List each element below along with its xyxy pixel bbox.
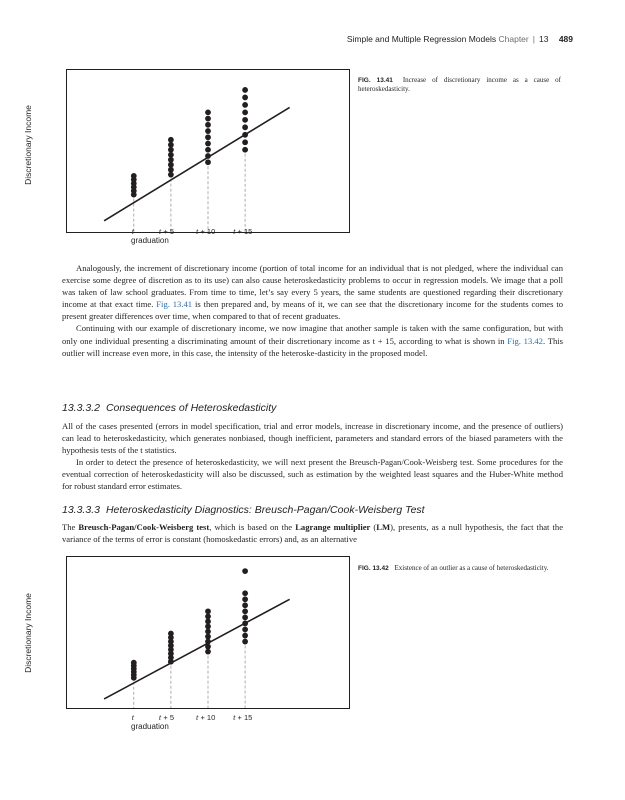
figure-13-42-data-point xyxy=(205,619,211,625)
figure-13-41-label: FIG. 13.41 xyxy=(358,77,393,84)
figure-13-41-data-point xyxy=(242,124,248,130)
figure-13-41-data-point xyxy=(168,142,174,148)
figure-13-42-data-point xyxy=(242,621,248,627)
figure-13-41-caption xyxy=(358,76,561,94)
figure-13-42-data-point xyxy=(242,627,248,633)
body-text-block-1 xyxy=(62,262,563,359)
figure-13-42-data-point xyxy=(205,649,211,655)
figure-13-42-plot-area xyxy=(66,556,350,709)
figure-13-41-data-point xyxy=(205,122,211,128)
figure-13-42-data-point xyxy=(205,639,211,645)
figure-13-42-data-point xyxy=(205,624,211,630)
figure-13-41-data-point xyxy=(205,116,211,122)
figure-13-42-data-point xyxy=(205,608,211,614)
figure-13-41-data-point xyxy=(168,137,174,143)
figure-13-42-x-axis-label: graduation xyxy=(131,722,169,731)
fig-13-42-link[interactable]: Fig. 13.42 xyxy=(507,335,543,346)
figure-13-41-data-point xyxy=(242,87,248,93)
figure-13-41-data-point xyxy=(205,147,211,153)
figure-13-41-x-tick-label: t + 5 xyxy=(158,226,174,236)
figure-13-42-y-axis-label: Discretionary Income xyxy=(23,593,33,673)
paragraph-text: is then prepared and, by means of it, we can see that the discretionary income for the students comes to present greater differences over time, when compared to that of recent graduates. xyxy=(62,299,563,322)
figure-13-42-data-point xyxy=(242,590,248,596)
figure-13-42-caption-text: Existence of an outlier as a cause of heteroskedasticity. xyxy=(394,564,549,572)
section-title: Consequences of Heteroskedasticity xyxy=(105,402,277,414)
figure-13-41-data-point xyxy=(242,117,248,123)
running-head-separator: | xyxy=(532,34,535,44)
paragraph-text: . This outlier will increase even more, in this case, the intensity of the heteroske-dasticity in the proposed model. xyxy=(62,335,563,358)
figure-13-42-data-point xyxy=(242,633,248,639)
figure-13-42-data-point xyxy=(205,629,211,635)
term-lagrange-multiplier: Lagrange multiplier xyxy=(295,522,371,532)
running-head xyxy=(347,34,573,44)
figure-13-41-data-point xyxy=(205,128,211,134)
figure-13-42-data-point xyxy=(242,615,248,621)
body-text-block-3 xyxy=(62,521,563,545)
figure-13-41-data-point xyxy=(168,147,174,153)
figure-13-42-data-point xyxy=(205,634,211,640)
figure-13-41-data-point xyxy=(205,159,211,165)
figure-13-41-plot-area xyxy=(66,69,350,233)
section-number: 13.3.3.2 xyxy=(62,402,100,414)
figure-13-42-data-point xyxy=(242,596,248,602)
paragraph-text: , which is based on the xyxy=(209,522,296,532)
figure-13-42-x-tick-label: t + 5 xyxy=(158,712,174,722)
paragraph-outlier-example xyxy=(62,322,563,358)
figure-13-42-data-point xyxy=(242,639,248,645)
figure-13-41-data-point xyxy=(168,172,174,178)
paragraph-text: ( xyxy=(370,522,377,532)
figure-13-42-data-point xyxy=(205,613,211,619)
paragraph-text: Continuing with our example of discretionary income, we now imagine that another sample is taken with the same configuration, but with only one individual presenting a discriminating amount of their discretionary income as t + 15, according to what is shown in xyxy=(62,323,563,346)
section-title: Heteroskedasticity Diagnostics: Breusch-Pagan/Cook-Weisberg Test xyxy=(105,504,425,516)
paragraph-text: The xyxy=(62,522,79,532)
figure-13-41-chart xyxy=(67,70,349,232)
figure-13-41-data-point xyxy=(168,167,174,173)
paragraph-text: ), presents, as a null hypothesis, the fact that the variance of the terms of error is constant (homoskedastic errors) and, as an alternative xyxy=(62,522,564,545)
figure-13-41-x-axis-label: graduation xyxy=(131,236,169,245)
figure-13-41-data-point xyxy=(205,109,211,115)
section-heading-consequences xyxy=(62,402,276,414)
figure-13-42-x-tick-label: t + 15 xyxy=(233,712,253,722)
paragraph-consequences: All of the cases presented (errors in model specification, trial and error models, increase in discretionary income, and the presence of outliers) can lead to heteroskedasticity, which generates nonbiased, though inefficient, parameters and standard errors of the biased parameters with the hypothesis tests of the t statistics. xyxy=(62,421,563,456)
fig-13-41-link[interactable]: Fig. 13.41 xyxy=(156,299,193,310)
figure-13-41-data-point xyxy=(168,152,174,158)
figure-13-41-data-point xyxy=(242,139,248,145)
paragraph-breusch-pagan xyxy=(62,521,563,545)
figure-13-42-data-point xyxy=(242,568,248,574)
figure-13-42-chart xyxy=(67,557,349,708)
figure-13-42-x-tick-label: t + 10 xyxy=(196,712,216,722)
running-head-title: Simple and Multiple Regression Models xyxy=(346,34,497,44)
figure-13-41-data-point xyxy=(168,157,174,163)
term-lm: LM xyxy=(376,522,391,532)
body-text-block-2 xyxy=(62,420,563,493)
page-number: 489 xyxy=(558,34,573,44)
section-heading-diagnostics xyxy=(62,504,425,516)
paragraph-text: Analogously, the increment of discretionary income (portion of total income for an individual that is not pledged, where the individual can exercise some degree of discretion as to its use) can also cause heteroskedasticity problems to occur in regression models. We image that a poll was taken of law school graduates. From time to time, let’s say every 5 years, the same students are questioned regarding their discretionary income at that exact time. xyxy=(62,263,563,310)
paragraph-detection: In order to detect the presence of heteroskedasticity, we will next present the Breusch-Pagan/Cook-Weisberg test. Some procedures for the eventual correction of heteroskedasticity will also be discussed, such as estimation by the weighted least squares and the Huber-White method for robust standard error estimates. xyxy=(62,457,563,492)
figure-13-41-data-point xyxy=(242,95,248,101)
figure-13-41-caption-text: Increase of discretionary income as a cause of heteroskedasticity. xyxy=(358,76,561,93)
figure-13-41-data-point xyxy=(205,153,211,159)
section-number: 13.3.3.3 xyxy=(62,504,100,516)
figure-13-41-x-tick-label: t xyxy=(131,226,135,236)
figure-13-42-data-point xyxy=(205,644,211,650)
figure-13-42-data-point xyxy=(168,631,174,637)
figure-13-41-data-point xyxy=(131,173,137,179)
figure-13-41-data-point xyxy=(205,134,211,140)
chapter-number: 13 xyxy=(538,34,549,44)
term-breusch-pagan: Breusch-Pagan/Cook-Weisberg test xyxy=(78,522,210,532)
figure-13-42-data-point xyxy=(131,660,137,666)
figure-13-41-data-point xyxy=(242,109,248,115)
figure-13-41-y-axis-label: Discretionary Income xyxy=(23,105,33,185)
figure-13-41-regression-line xyxy=(104,107,290,220)
figure-13-42-regression-line xyxy=(104,599,290,699)
figure-13-41-data-point xyxy=(168,162,174,168)
figure-13-41-data-point xyxy=(242,102,248,108)
figure-13-42-data-point xyxy=(242,602,248,608)
chapter-label: Chapter xyxy=(498,34,529,44)
paragraph-discretionary-income xyxy=(62,262,563,322)
figure-13-41-x-tick-label: t + 15 xyxy=(233,226,253,236)
figure-13-41-data-point xyxy=(242,132,248,138)
figure-13-42-x-tick-label: t xyxy=(131,712,135,722)
figure-13-41-x-tick-label: t + 10 xyxy=(196,226,216,236)
figure-13-42-label: FIG. 13.42 xyxy=(358,565,389,572)
figure-13-41-data-point xyxy=(242,147,248,153)
figure-13-41-data-point xyxy=(205,141,211,147)
figure-13-42-data-point xyxy=(242,608,248,614)
figure-13-42-caption xyxy=(358,564,561,573)
